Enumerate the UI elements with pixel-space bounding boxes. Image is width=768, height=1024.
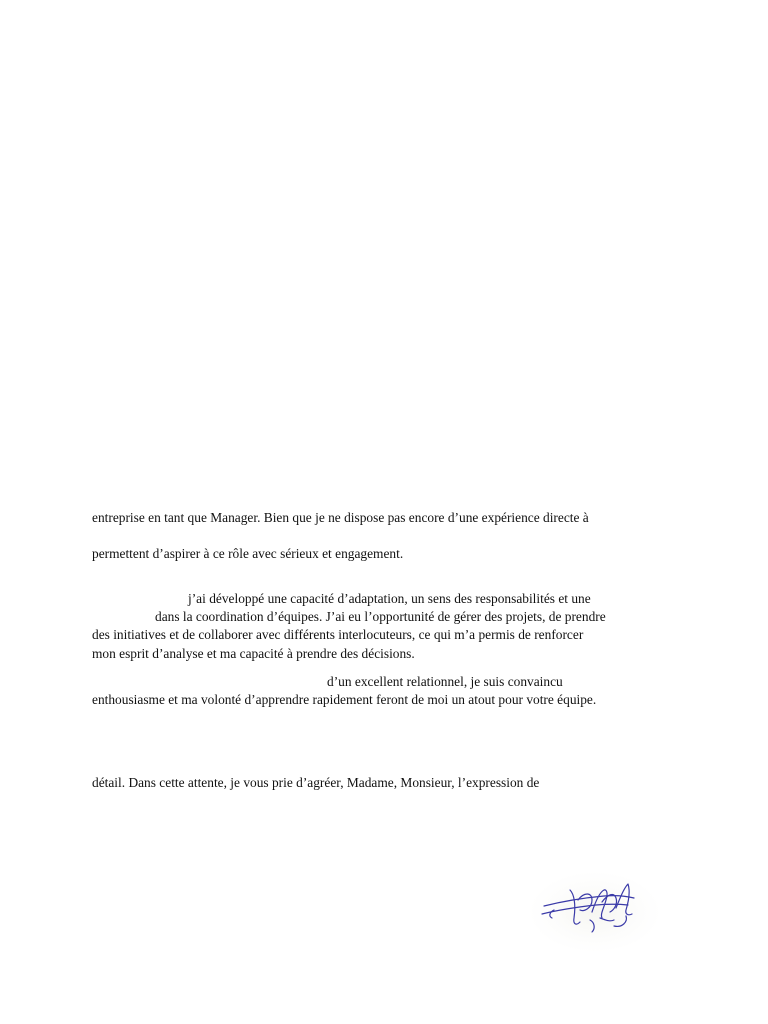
letter-line-6: mon esprit d’analyse et ma capacité à prendre des décisions. <box>92 646 415 661</box>
letter-line-8: enthousiasme et ma volonté d’apprendre rapidement feront de moi un atout pour votre équipe. <box>92 692 597 707</box>
letter-line-1: entreprise en tant que Manager. Bien que je ne dispose pas encore d’une expérience directe à <box>92 510 589 525</box>
letter-line-5: des initiatives et de collaborer avec différents interlocuteurs, ce qui m’a permis de renforcer <box>92 627 584 642</box>
letter-line-7: d’un excellent relationnel, je suis convaincu <box>327 674 563 689</box>
handwritten-signature <box>530 870 660 950</box>
letter-line-3: j’ai développé une capacité d’adaptation, un sens des responsabilités et une <box>188 591 591 606</box>
letter-line-4: dans la coordination d’équipes. J’ai eu l’opportunité de gérer des projets, de prendre <box>155 609 606 624</box>
letter-line-2: permettent d’aspirer à ce rôle avec sérieux et engagement. <box>92 546 404 561</box>
letter-line-9: détail. Dans cette attente, je vous prie d’agréer, Madame, Monsieur, l’expression de <box>92 775 540 790</box>
